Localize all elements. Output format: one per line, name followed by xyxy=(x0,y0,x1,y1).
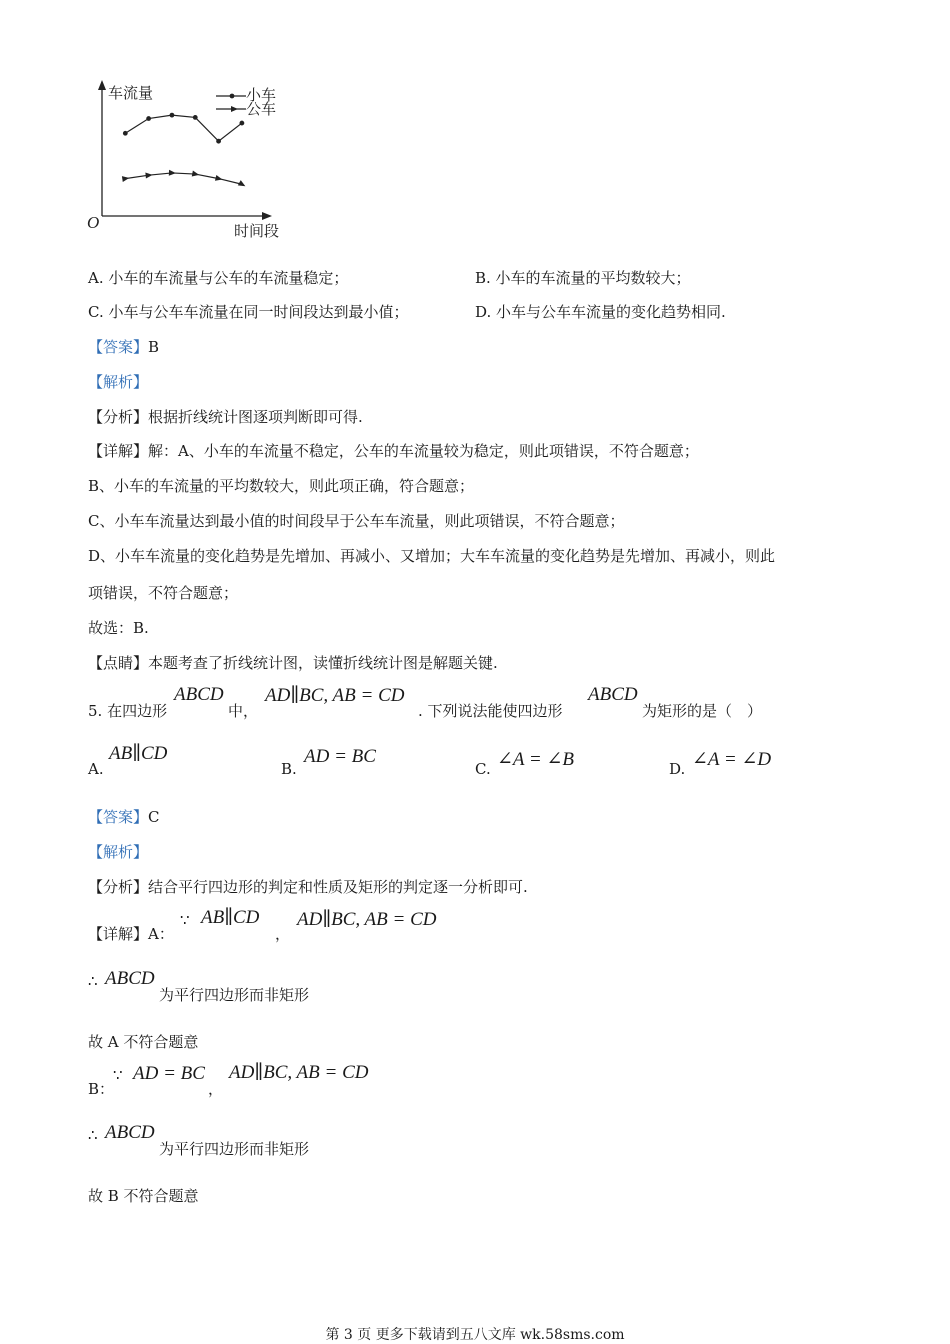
q4-line-d1: D、小车车流量的变化趋势是先增加、再减小、又增加；大车车流量的变化趋势是先增加、再减小，则此 xyxy=(88,547,776,565)
origin-label: O xyxy=(87,213,100,232)
series-1-point-5 xyxy=(216,139,221,144)
q5-abcd-2: ABCD xyxy=(588,684,638,705)
q5-option-d: ∠A = ∠D xyxy=(692,749,772,770)
q4-dianjing xyxy=(88,652,498,673)
xiangjie-a-prefix: A： xyxy=(148,925,174,943)
series-line-1 xyxy=(125,115,242,141)
q4-xiangjie xyxy=(88,440,699,461)
answer-tag: 【答案】 xyxy=(88,808,149,826)
line-chart xyxy=(82,76,302,246)
legend-arrow-bus xyxy=(231,106,238,112)
series-line-2 xyxy=(125,173,242,184)
b-condition-2: AD∥BC, AB = CD xyxy=(229,1062,369,1083)
dianjing-text: 本题考查了折线统计图，读懂折线统计图是解题关键. xyxy=(148,654,498,672)
q5-option-c-label: C. xyxy=(475,760,491,778)
analysis-tag: 【解析】 xyxy=(88,373,149,391)
legend-dot-car xyxy=(230,94,235,99)
q4-line-c: C、小车车流量达到最小值的时间段早于公车车流量，则此项错误，不符合题意； xyxy=(88,512,625,530)
series-2-point-4 xyxy=(192,171,199,177)
q5-xiangjie xyxy=(88,923,174,944)
series-1-point-3 xyxy=(170,113,175,118)
y-axis-label: 车流量 xyxy=(108,84,154,102)
q5-option-b: AD = BC xyxy=(304,746,376,767)
q5-mid: 中， xyxy=(228,702,259,720)
answer-value: B xyxy=(148,338,160,356)
q5-option-d-label: D. xyxy=(669,760,686,778)
q5-option-c: ∠A = ∠B xyxy=(497,749,575,770)
b-conclusion: 为平行四边形而非矩形 xyxy=(159,1140,310,1158)
q5-answer-line xyxy=(88,806,160,827)
comma: ， xyxy=(275,925,291,943)
therefore-symbol: ∴ xyxy=(88,972,98,990)
y-axis-arrow xyxy=(98,80,106,90)
q5-option-b-label: B. xyxy=(281,760,297,778)
q4-choose: 故选：B. xyxy=(88,619,149,637)
b-abcd: ABCD xyxy=(105,1122,155,1143)
series-2-point-1 xyxy=(122,176,129,182)
q5-condition: AD∥BC, AB = CD xyxy=(265,685,405,706)
b-condition-1: AD = BC xyxy=(133,1063,205,1084)
comma: ， xyxy=(208,1080,224,1098)
legend-label-bus: 公车 xyxy=(246,100,277,118)
b-prefix: B： xyxy=(88,1080,115,1098)
option-c: C. 小车与公车车流量在同一时间段达到最小值； xyxy=(88,303,409,321)
q5-option-a-label: A. xyxy=(88,760,104,778)
series-1-point-4 xyxy=(193,115,198,120)
answer-value: C xyxy=(148,808,160,826)
a-abcd: ABCD xyxy=(105,968,155,989)
because-symbol: ∵ xyxy=(113,1066,123,1084)
option-a: A. 小车的车流量与公车的车流量稳定； xyxy=(88,269,349,287)
series-1-point-2 xyxy=(146,116,151,121)
series-2-point-3 xyxy=(169,170,176,176)
legend-label-car: 小车 xyxy=(246,86,277,104)
x-axis-label: 时间段 xyxy=(234,222,280,240)
dianjing-tag: 【点睛】 xyxy=(88,654,149,672)
b-not-fit: 故 B 不符合题意 xyxy=(88,1187,199,1205)
q4-line-b: B、小车的车流量的平均数较大，则此项正确，符合题意； xyxy=(88,477,475,495)
option-d: D. 小车与公车车流量的变化趋势相同. xyxy=(475,303,726,321)
x-axis-arrow xyxy=(262,212,272,220)
q5-fenxi xyxy=(88,876,528,897)
a-not-fit: 故 A 不符合题意 xyxy=(88,1033,199,1051)
answer-tag: 【答案】 xyxy=(88,338,149,356)
series-1-point-1 xyxy=(123,131,128,136)
analysis-tag: 【解析】 xyxy=(88,843,149,861)
q4-answer-line xyxy=(88,336,159,357)
q5-abcd: ABCD xyxy=(174,684,224,705)
q5-option-a: AB∥CD xyxy=(109,743,168,764)
fenxi-text: 结合平行四边形的判定和性质及矩形的判定逐一分析即可. xyxy=(148,878,528,896)
q5-after: . 下列说法能使四边形 xyxy=(418,702,563,720)
series-layer xyxy=(122,113,245,187)
xiangjie-text: 解：A、小车的车流量不稳定，公车的车流量较为稳定，则此项错误，不符合题意； xyxy=(148,442,699,460)
q5-end: 为矩形的是（ ） xyxy=(642,702,763,720)
therefore-symbol: ∴ xyxy=(88,1126,98,1144)
a-condition-1: AB∥CD xyxy=(201,907,260,928)
because-symbol: ∵ xyxy=(180,911,190,929)
a-conclusion: 为平行四边形而非矩形 xyxy=(159,986,310,1004)
a-condition-2: AD∥BC, AB = CD xyxy=(297,909,437,930)
option-b: B. 小车的车流量的平均数较大； xyxy=(475,269,691,287)
q4-line-d2: 项错误，不符合题意； xyxy=(88,584,239,602)
xiangjie-tag: 【详解】 xyxy=(88,442,149,460)
series-1-point-6 xyxy=(239,121,244,126)
xiangjie-tag: 【详解】 xyxy=(88,925,149,943)
series-2-point-5 xyxy=(215,175,223,181)
legend xyxy=(216,86,276,118)
fenxi-text: 根据折线统计图逐项判断即可得. xyxy=(148,408,363,426)
q5-prefix: 5. 在四边形 xyxy=(88,702,168,720)
q4-fenxi xyxy=(88,406,363,427)
page-footer: 第 3 页 更多下载请到五八文库 wk.58sms.com xyxy=(325,1327,625,1343)
fenxi-tag: 【分析】 xyxy=(88,408,149,426)
fenxi-tag: 【分析】 xyxy=(88,878,149,896)
